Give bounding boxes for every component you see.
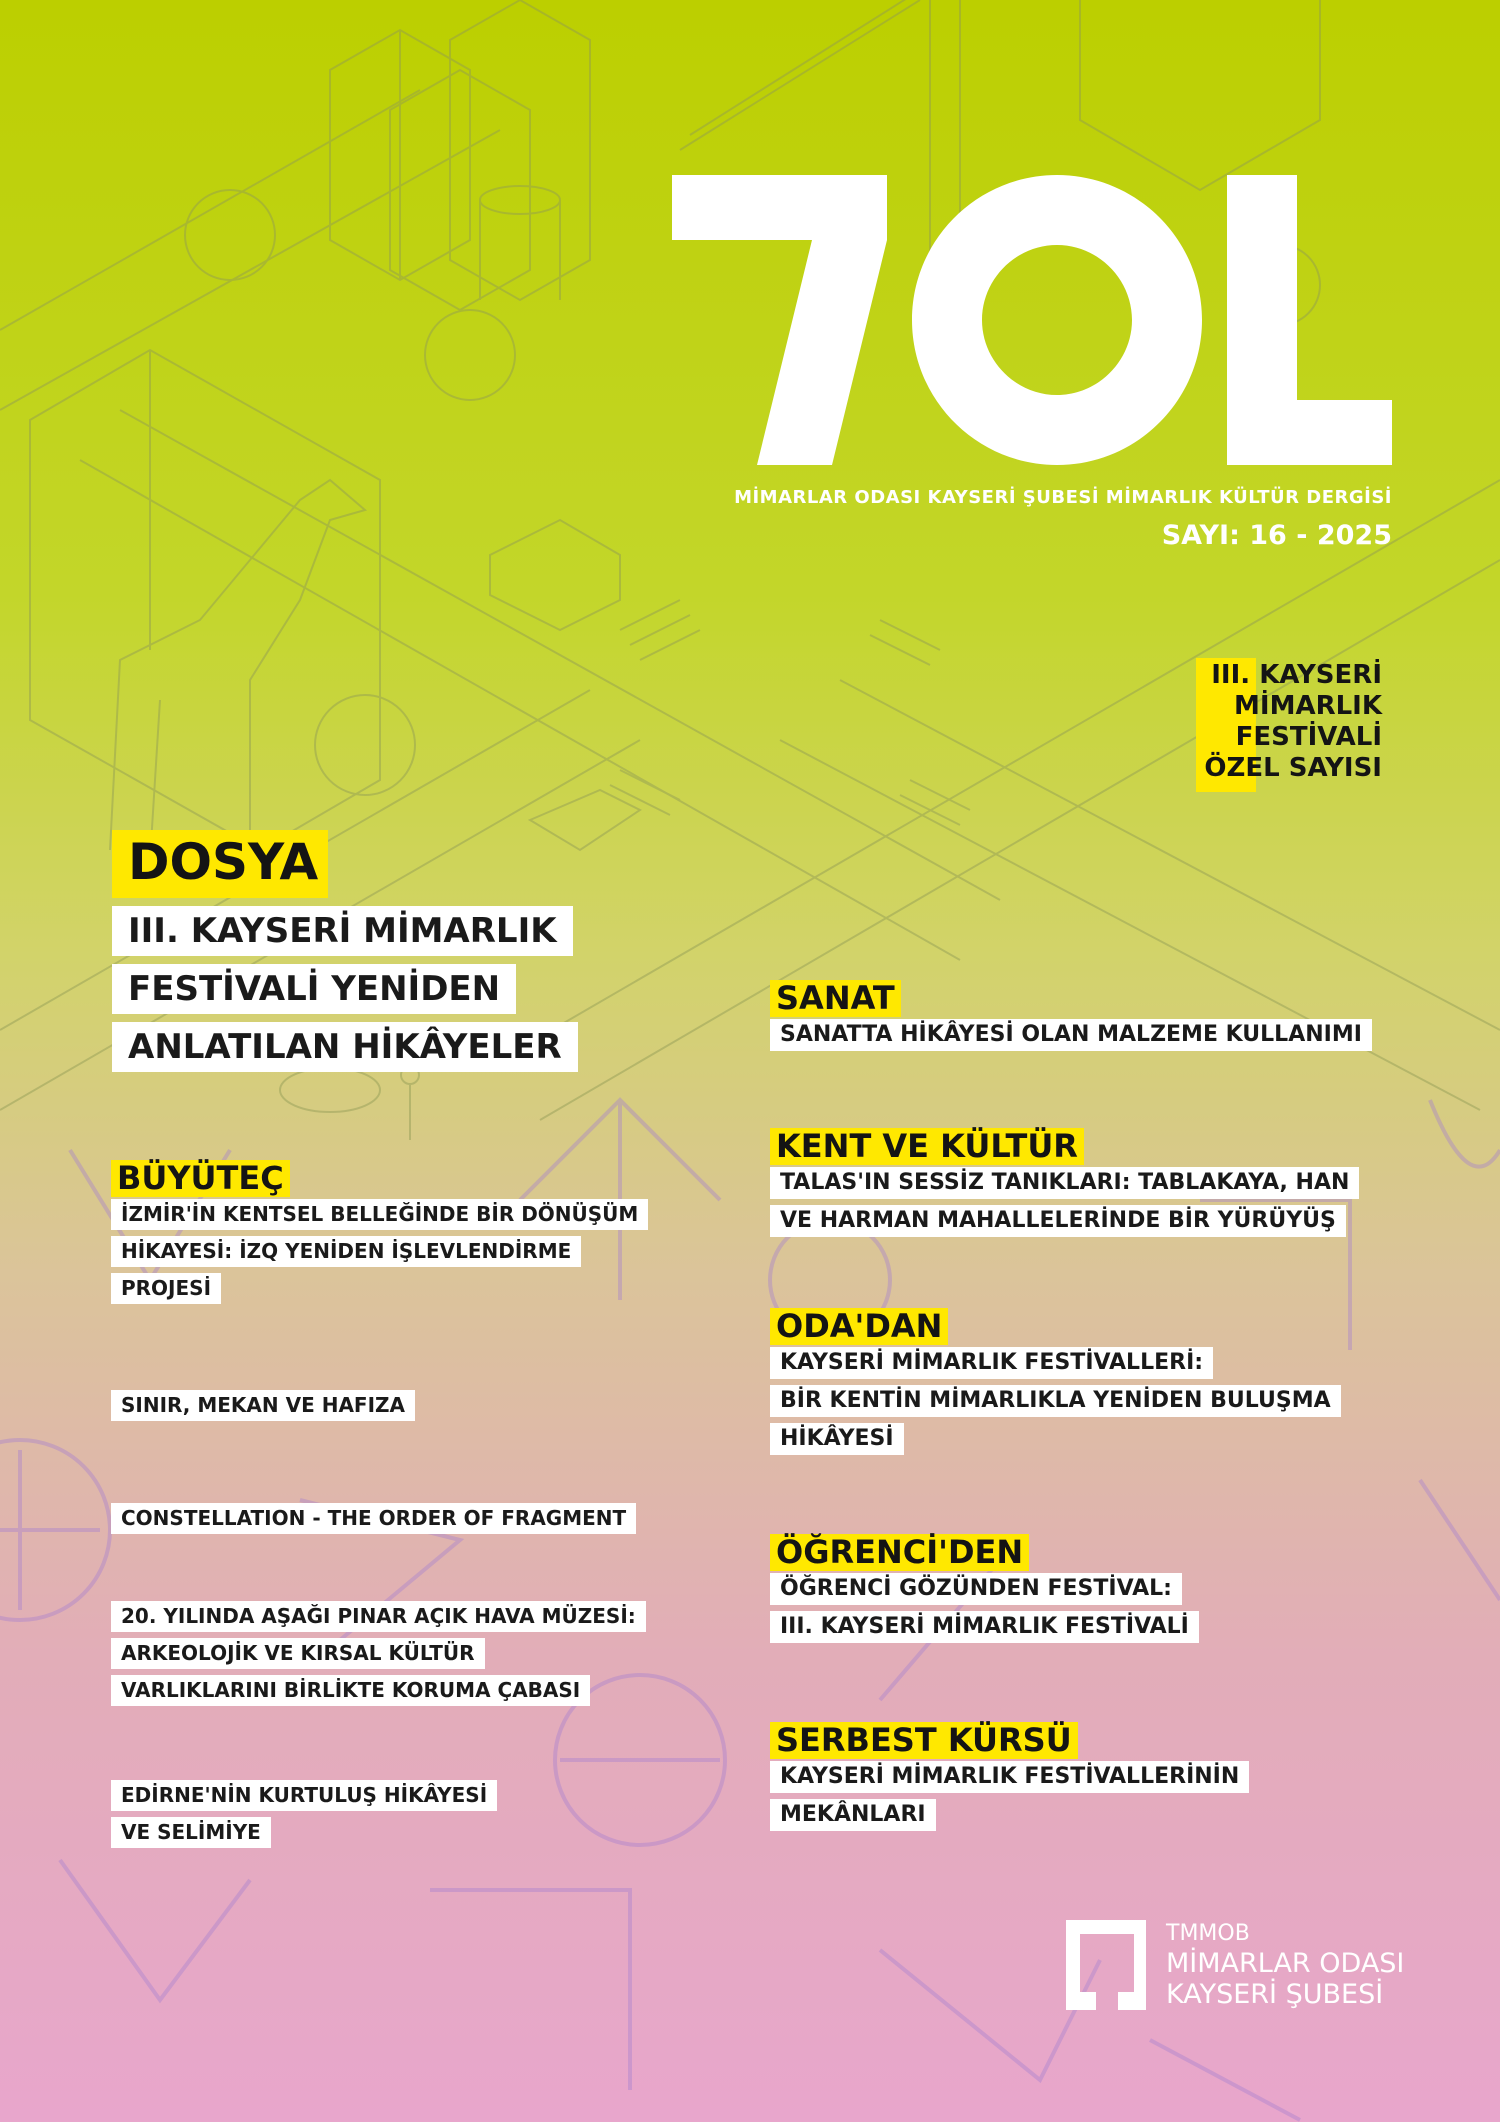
article-line: ÖĞRENCİ GÖZÜNDEN FESTİVAL: — [770, 1573, 1182, 1605]
publisher-line: KAYSERİ ŞUBESİ — [1166, 1979, 1384, 2010]
article-line: VE SELİMİYE — [111, 1817, 271, 1848]
issue-number: SAYI: 16 - 2025 — [1161, 520, 1392, 551]
article-line: MEKÂNLARI — [770, 1799, 936, 1831]
article-line: HİKÂYESİ — [770, 1423, 904, 1455]
magazine-subtitle: MİMARLAR ODASI KAYSERİ ŞUBESİ MİMARLIK KÜLTÜR DERGİSİ — [734, 487, 1392, 508]
article-izmir — [111, 1199, 648, 1304]
dosya-title-line: III. KAYSERİ MİMARLIK — [112, 906, 573, 956]
special-issue-block — [1204, 660, 1382, 784]
publisher-name — [1166, 1920, 1404, 2010]
section-ogrenciden — [770, 1534, 1199, 1649]
article-line: EDİRNE'NİN KURTULUŞ HİKÂYESİ — [111, 1780, 497, 1811]
article-line: BİR KENTİN MİMARLIKLA YENİDEN BULUŞMA — [770, 1385, 1341, 1417]
dosya-title-line: FESTİVALİ YENİDEN — [112, 964, 516, 1014]
section-title-serbest-kursu: SERBEST KÜRSÜ — [770, 1722, 1078, 1759]
section-kent-kultur — [770, 1128, 1359, 1243]
special-issue-line: III. KAYSERİ — [1211, 660, 1382, 690]
dosya-title-line: ANLATILAN HİKÂYELER — [112, 1022, 578, 1072]
article-line: PROJESİ — [111, 1273, 221, 1304]
publisher-logo — [1066, 1920, 1406, 2020]
article-sinir — [111, 1390, 415, 1427]
section-title-odadan: ODA'DAN — [770, 1308, 948, 1345]
article-line: İZMİR'İN KENTSEL BELLEĞİNDE BİR DÖNÜŞÜM — [111, 1199, 648, 1230]
article-line: TALAS'IN SESSİZ TANIKLARI: TABLAKAYA, HAN — [770, 1167, 1359, 1199]
article-line: CONSTELLATION - THE ORDER OF FRAGMENT — [111, 1503, 636, 1534]
article-line: HİKAYESİ: İZQ YENİDEN İŞLEVLENDİRME — [111, 1236, 581, 1267]
section-title-dosya: DOSYA — [112, 830, 328, 898]
section-title-sanat: SANAT — [770, 980, 901, 1017]
article-line: VE HARMAN MAHALLELERİNDE BİR YÜRÜYÜŞ — [770, 1205, 1346, 1237]
section-title-kent-kultur: KENT VE KÜLTÜR — [770, 1128, 1084, 1165]
article-line: KAYSERİ MİMARLIK FESTİVALLERİ: — [770, 1347, 1213, 1379]
section-buyutec — [111, 1160, 648, 1310]
article-line: 20. YILINDA AŞAĞI PINAR AÇIK HAVA MÜZESİ: — [111, 1601, 646, 1632]
article-line: III. KAYSERİ MİMARLIK FESTİVALİ — [770, 1611, 1199, 1643]
article-line: KAYSERİ MİMARLIK FESTİVALLERİNİN — [770, 1761, 1249, 1793]
special-issue-line: ÖZEL SAYISI — [1204, 753, 1382, 783]
publisher-line: MİMARLAR ODASI — [1166, 1948, 1405, 1979]
article-edirne — [111, 1780, 497, 1854]
section-serbest-kursu — [770, 1722, 1249, 1837]
article-asagi-pinar — [111, 1601, 646, 1712]
special-issue-line: FESTİVALİ — [1235, 722, 1382, 752]
article-line: SINIR, MEKAN VE HAFIZA — [111, 1390, 415, 1421]
section-odadan — [770, 1308, 1341, 1461]
article-constellation — [111, 1503, 636, 1540]
section-sanat — [770, 980, 1372, 1057]
mimarlar-odasi-logo-icon — [1066, 1920, 1146, 2010]
article-line: VARLIKLARINI BİRLİKTE KORUMA ÇABASI — [111, 1675, 590, 1706]
article-line: ARKEOLOJİK VE KIRSAL KÜLTÜR — [111, 1638, 485, 1669]
section-dosya — [112, 830, 578, 1080]
section-title-buyutec: BÜYÜTEÇ — [111, 1160, 290, 1197]
publisher-line: TMMOB — [1166, 1921, 1250, 1946]
article-line: SANATTA HİKÂYESİ OLAN MALZEME KULLANIMI — [770, 1019, 1372, 1051]
magazine-logo — [672, 175, 1392, 465]
special-issue-line: MİMARLIK — [1234, 691, 1382, 721]
section-title-ogrenciden: ÖĞRENCİ'DEN — [770, 1534, 1029, 1571]
